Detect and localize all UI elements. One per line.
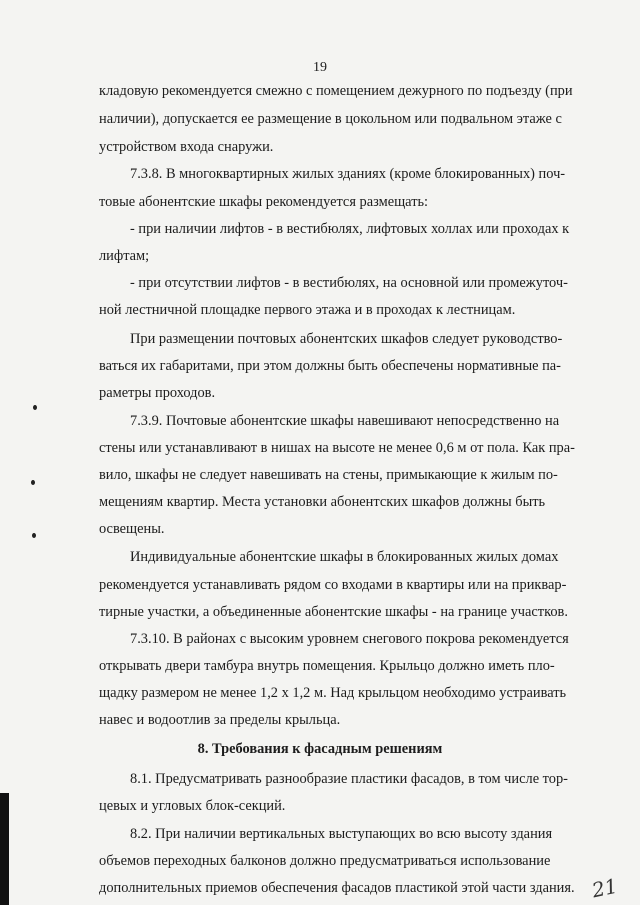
text-line: открывать двери тамбура внутрь помещения. Крыльцо должно иметь пло-	[99, 658, 555, 674]
handwritten-page-number: 21	[589, 873, 620, 903]
text-line: дополнительных приемов обеспечения фасадов пластикой этой части здания.	[99, 880, 575, 896]
text-line: 7.3.10. В районах с высоким уровнем снегового покрова рекомендуется	[130, 631, 569, 647]
text-line: тирные участки, а объединенные абонентские шкафы - на границе участков.	[99, 604, 568, 620]
text-line: стены или устанавливают в нишах на высоте не менее 0,6 м от пола. Как пра-	[99, 440, 575, 456]
scan-edge-shadow	[0, 793, 9, 905]
text-line: 8.2. При наличии вертикальных выступающих во всю высоту здания	[130, 826, 553, 842]
text-line: рекомендуется устанавливать рядом со входами в квартиры или на приквар-	[99, 577, 567, 593]
text-line: устройством входа снаружи.	[99, 139, 274, 155]
text-line: 7.3.9. Почтовые абонентские шкафы навешивают непосредственно на	[130, 413, 560, 429]
text-line: лифтам;	[99, 248, 150, 264]
text-line: объемов переходных балконов должно предусматриваться использование	[99, 853, 551, 869]
text-line: кладовую рекомендуется смежно с помещением дежурного по подъезду (при	[99, 83, 573, 99]
page-number: 19	[313, 60, 327, 75]
text-line: освещены.	[99, 521, 165, 537]
text-line: вило, шкафы не следует навешивать на стены, примыкающие к жилым по-	[99, 467, 558, 483]
text-line: ваться их габаритами, при этом должны быть обеспечены нормативные па-	[99, 358, 561, 374]
text-line: товые абонентские шкафы рекомендуется размещать:	[99, 194, 429, 210]
section-heading: 8. Требования к фасадным решениям	[197, 741, 443, 757]
text-line: цевых и угловых блок-секций.	[99, 798, 286, 814]
scan-speck	[32, 533, 36, 538]
text-line: 8.1. Предусматривать разнообразие пластики фасадов, в том числе тор-	[130, 771, 568, 787]
text-line: ной лестничной площадке первого этажа и в проходах к лестницам.	[99, 302, 516, 318]
text-line: мещениям квартир. Места установки абонентских шкафов должны быть	[99, 494, 546, 510]
text-line: наличии), допускается ее размещение в цокольном или подвальном этаже с	[99, 111, 562, 127]
text-line: навес и водоотлив за пределы крыльца.	[99, 712, 341, 728]
text-line: Индивидуальные абонентские шкафы в блокированных жилых домах	[130, 549, 559, 565]
text-line: 7.3.8. В многоквартирных жилых зданиях (кроме блокированных) поч-	[130, 166, 566, 182]
text-line: раметры проходов.	[99, 385, 216, 401]
scan-speck	[31, 480, 35, 485]
scan-speck	[33, 405, 37, 410]
text-line: - при отсутствии лифтов - в вестибюлях, на основной или промежуточ-	[130, 275, 568, 291]
text-line: При размещении почтовых абонентских шкафов следует руководство-	[130, 331, 563, 347]
text-line: щадку размером не менее 1,2 х 1,2 м. Над крыльцом необходимо устраивать	[99, 685, 567, 701]
text-line: - при наличии лифтов - в вестибюлях, лифтовых холлах или проходах к	[130, 221, 570, 237]
